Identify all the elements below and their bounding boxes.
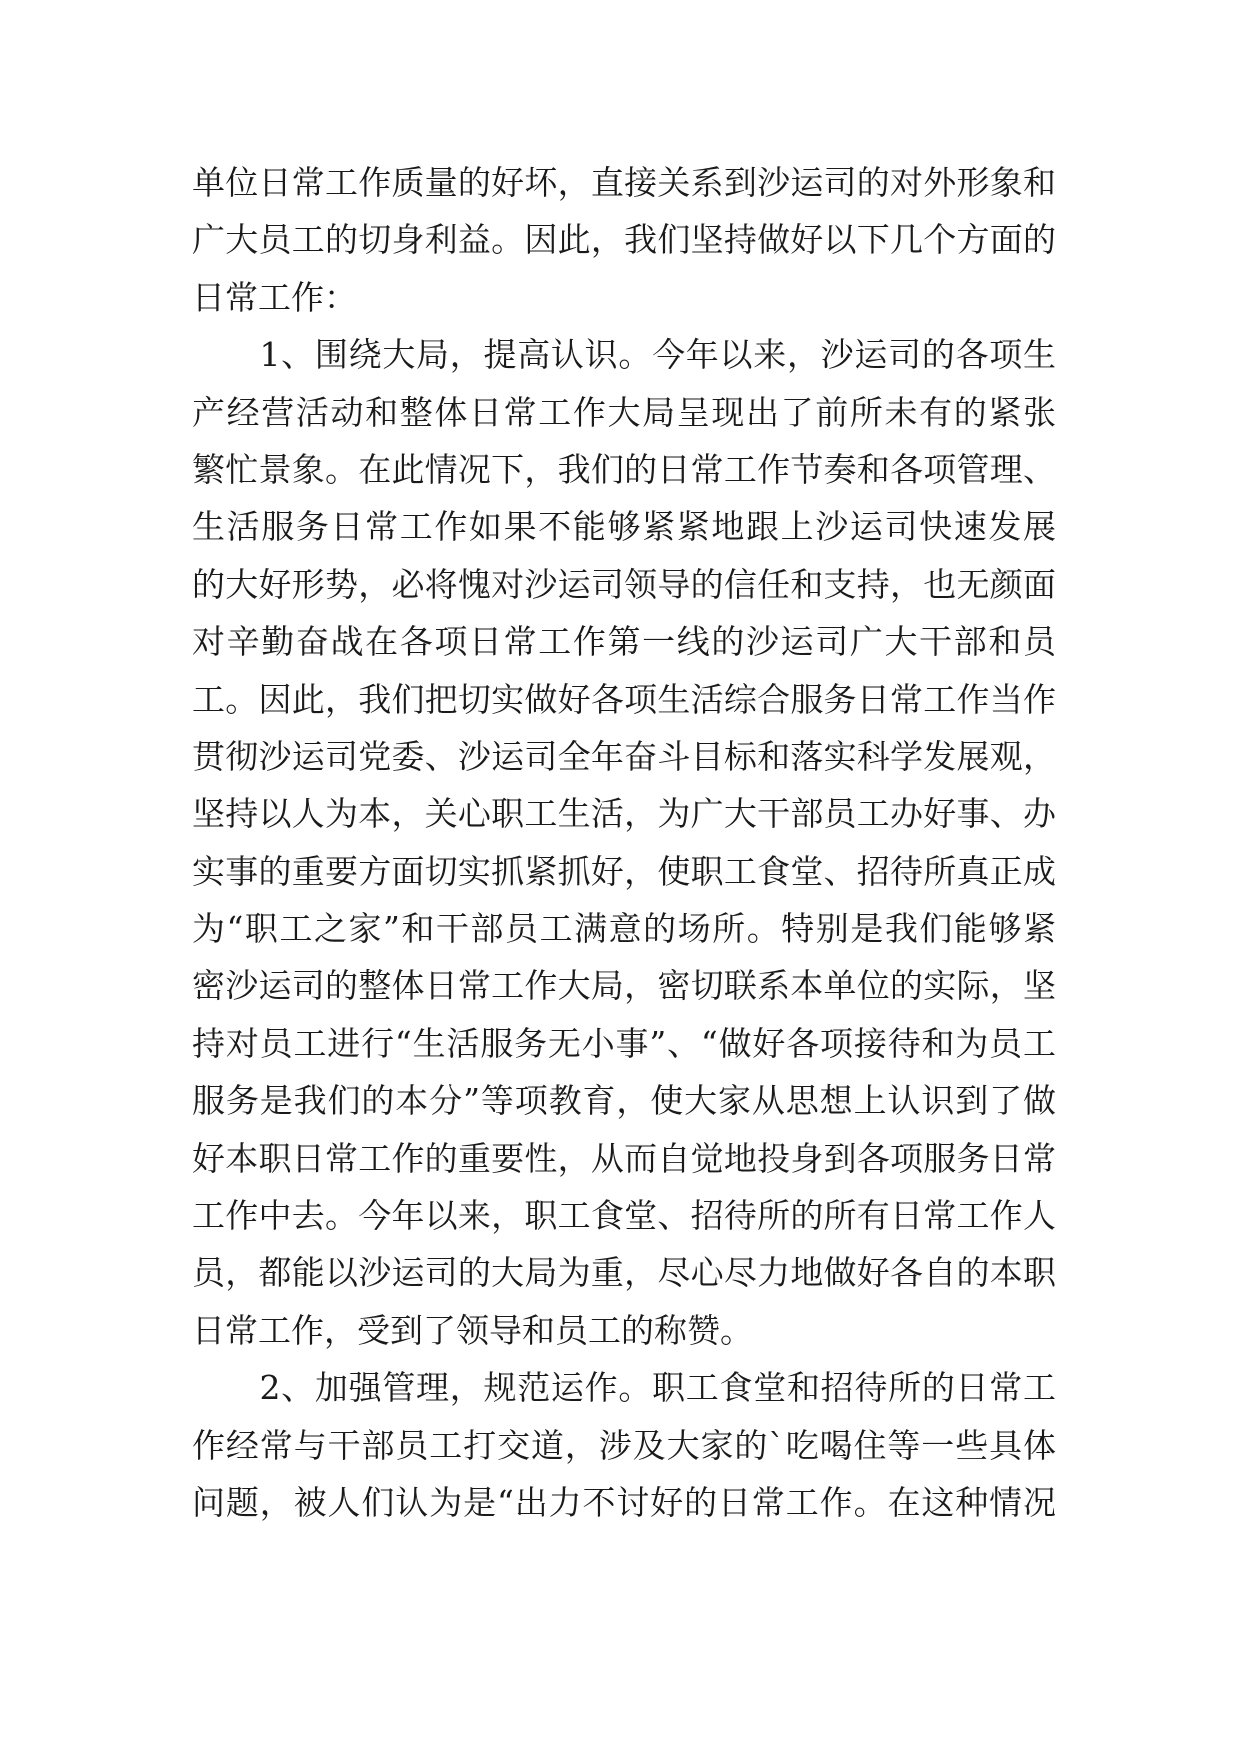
body-text <box>192 154 1056 1531</box>
text-line: 为“职工之家”和干部员工满意的场所。特别是我们能够紧 <box>192 909 1056 949</box>
text-line: 日常工作： <box>192 277 357 317</box>
text-line: 持对员工进行“生活服务无小事”、“做好各项接待和为员工 <box>192 1023 1056 1063</box>
text-line: 坚持以人为本，关心职工生活，为广大干部员工办好事、办 <box>192 794 1056 834</box>
text-line: 的大好形势，必将愧对沙运司领导的信任和支持，也无颜面 <box>192 564 1056 604</box>
text-line: 广大员工的切身利益。因此，我们坚持做好以下几个方面的 <box>192 220 1056 260</box>
text-line: 贯彻沙运司党委、沙运司全年奋斗目标和落实科学发展观， <box>192 736 1056 776</box>
text-line: 工作中去。今年以来，职工食堂、招待所的所有日常工作人 <box>192 1196 1056 1236</box>
text-line: 单位日常工作质量的好坏，直接关系到沙运司的对外形象和 <box>192 163 1056 202</box>
text-line: 日常工作，受到了领导和员工的称赞。 <box>192 1310 753 1350</box>
text-line: 生活服务日常工作如果不能够紧紧地跟上沙运司快速发展 <box>192 507 1056 547</box>
text-line: 2、加强管理，规范运作。职工食堂和招待所的日常工 <box>192 1368 1056 1408</box>
text-line: 问题，被人们认为是“出力不讨好的日常工作。在这种情况 <box>192 1482 1056 1522</box>
text-line: 繁忙景象。在此情况下，我们的日常工作节奏和各项管理、 <box>192 449 1056 489</box>
text-line: 产经营活动和整体日常工作大局呈现出了前所未有的紧张 <box>192 392 1056 432</box>
text-line: 1、围绕大局，提高认识。今年以来，沙运司的各项生 <box>192 335 1056 375</box>
text-line: 员，都能以沙运司的大局为重，尽心尽力地做好各自的本职 <box>192 1253 1056 1293</box>
text-line: 服务是我们的本分”等项教育，使大家从思想上认识到了做 <box>192 1081 1056 1121</box>
text-line: 工。因此，我们把切实做好各项生活综合服务日常工作当作 <box>192 679 1056 719</box>
text-line: 对辛勤奋战在各项日常工作第一线的沙运司广大干部和员 <box>192 622 1056 662</box>
text-line: 作经常与干部员工打交道，涉及大家的`吃喝住等一些具体 <box>192 1425 1056 1465</box>
text-line: 实事的重要方面切实抓紧抓好，使职工食堂、招待所真正成 <box>192 851 1056 891</box>
text-line: 好本职日常工作的重要性，从而自觉地投身到各项服务日常 <box>192 1138 1056 1178</box>
text-line: 密沙运司的整体日常工作大局，密切联系本单位的实际，坚 <box>192 966 1056 1006</box>
